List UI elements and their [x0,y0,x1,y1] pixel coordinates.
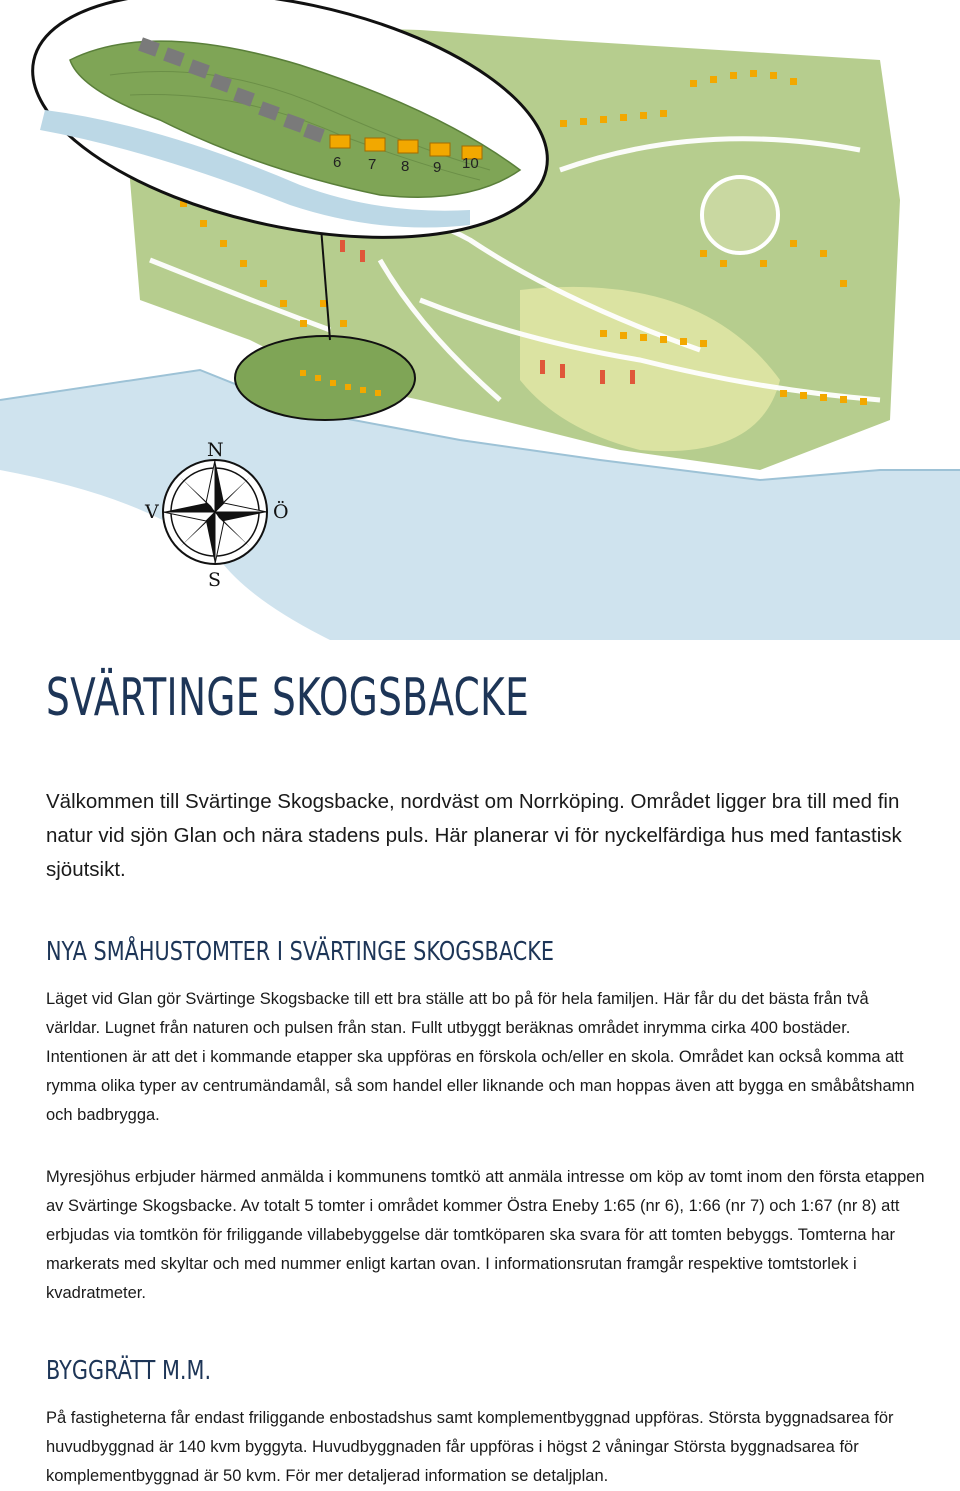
compass-east: Ö [273,501,289,523]
compass-north: N [207,439,224,461]
section-heading-plots: NYA SMÅHUSTOMTER I SVÄRTINGE SKOGSBACKE [46,937,554,967]
compass-south: S [208,569,222,591]
page-title: SVÄRTINGE SKOGSBACKE [46,668,530,728]
plot-label-10: 10 [462,155,479,172]
section-heading-building-rights: BYGGRÄTT M.M. [46,1356,212,1386]
plots-paragraph-1: Läget vid Glan gör Svärtinge Skogsbacke till ett bra ställe att bo på för hela familjen. Här får du det bästa från två världar. Lugnet från naturen och pulsen från stan. Fullt utbyggt beräknas området inrymma cirka 400 bostäder. Intentionen är att det i kommande etapper ska uppföras en förskola och/eller en skola. Området kan också komma att rymma olika typer av centrumändamål, så som handel eller liknande och man hoppas även att bygga en småbåtshamn och badbrygga. [46,990,915,1124]
plot-label-8: 8 [401,158,410,175]
site-map [0,0,960,640]
intro-paragraph: Välkommen till Svärtinge Skogsbacke, nordväst om Norrköping. Området ligger bra till med fin natur vid sjön Glan och nära stadens puls. Här planerar vi för nyckelfärdiga hus med fantastisk sjöutsikt. [46,790,902,881]
plot-label-6: 6 [333,154,342,171]
compass-west: V [145,501,159,523]
detail-ellipse-small [235,336,415,420]
plot-label-9: 9 [433,159,442,176]
plot-label-7: 7 [368,156,377,173]
plots-paragraph-2: Myresjöhus erbjuder härmed anmälda i kommunens tomtkö att anmäla intresse om köp av tomt inom den första etappen av Svärtinge Skogsbacke. Av totalt 5 tomter i området kommer Östra Eneby 1:65 (nr 6), 1:66 (nr 7) och 1:67 (nr 8) att erbjudas via tomtkön för friliggande villabebyggelse där tomtköparen ska svara för att tomten bebyggs. Tomterna har markerats med skyltar och med nummer enligt kartan ovan. I informationsrutan framgår respektive tomtstorlek i kvadratmeter. [46,1168,925,1302]
building-rights-paragraph: På fastigheterna får endast friliggande enbostadshus samt komplementbyggnad uppföras. Största byggnadsarea för huvudbyggnad är 140 kvm byggyta. Huvudbyggnaden får uppföras i högst 2 våningar Största byggnadsarea för komplementbyggnad är 50 kvm. För mer detaljerad information se detaljplan. [46,1409,894,1485]
map-roundabout [702,177,778,253]
